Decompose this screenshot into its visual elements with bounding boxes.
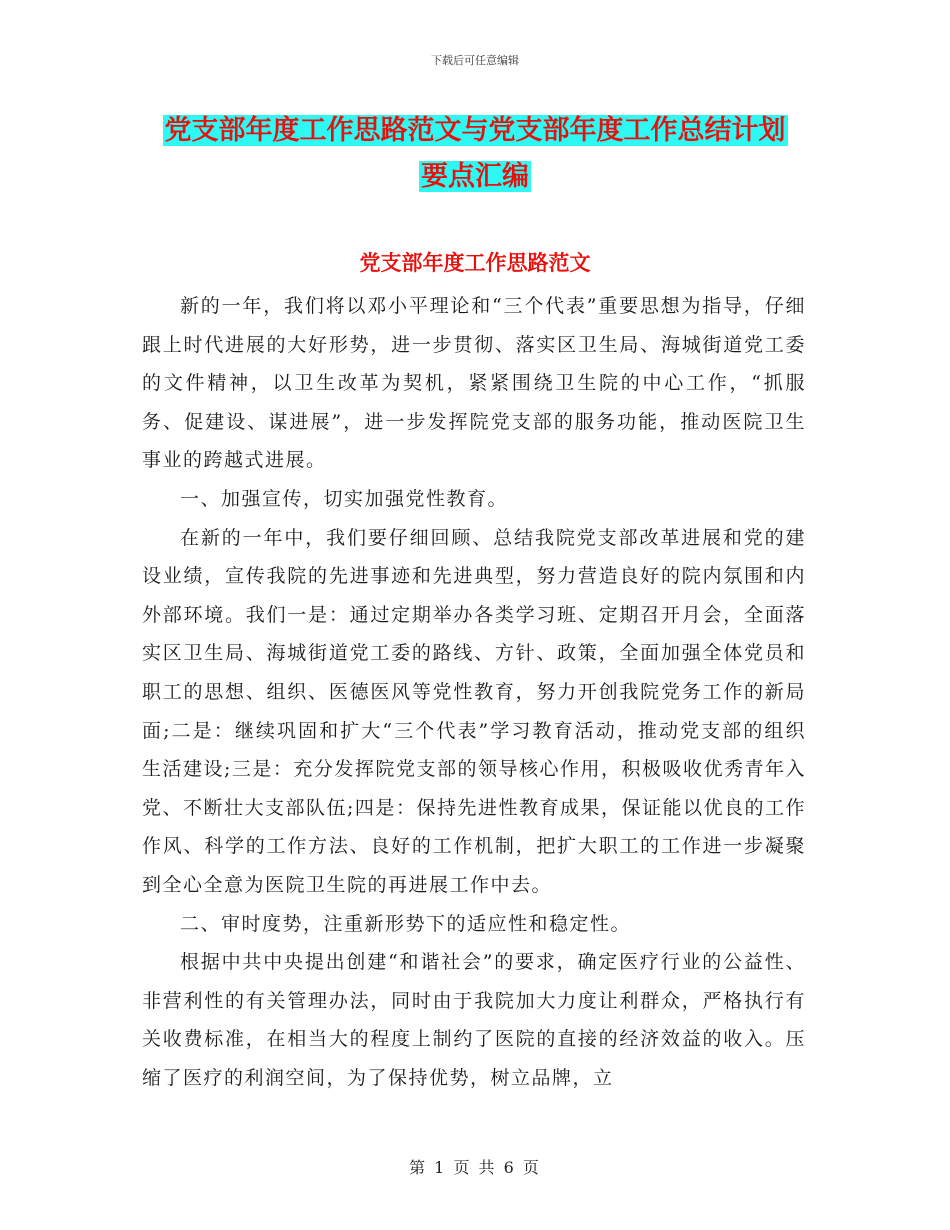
document-title-line-2: 要点汇编 [421, 161, 529, 192]
document-body [142, 287, 806, 1097]
document-title-line-1: 党支部年度工作思路范文与党支部年度工作总结计划 [164, 115, 786, 146]
body-paragraph: 新的一年，我们将以邓小平理论和“三个代表”重要思想为指导，仔细跟上时代进展的大好形势，进一步贯彻、落实区卫生局、海城街道党工委的文件精神，以卫生改革为契机，紧紧围绕卫生院的中心工作，“抓服务、促建设、谋进展”，进一步发挥院党支部的服务功能，推动医院卫生事业的跨越式进展。 [142, 295, 806, 472]
body-paragraph: 根据中共中央提出创建“和谐社会”的要求，确定医疗行业的公益性、非营利性的有关管理办法，同时由于我院加大力度让利群众，严格执行有关收费标准，在相当大的程度上制约了医院的直接的经济效益的收入。压缩了医疗的利润空间，为了保持优势，树立品牌，立 [142, 951, 806, 1089]
section-title: 党支部年度工作思路范文 [359, 251, 591, 275]
document-title [140, 108, 810, 200]
body-heading: 一、加强宣传，切实加强党性教育。 [180, 487, 509, 510]
page-footer: 第 1 页 共 6 页 [409, 1158, 541, 1177]
body-heading: 二、审时度势，注重新形势下的适应性和稳定性。 [180, 912, 632, 935]
body-paragraph: 在新的一年中，我们要仔细回顾、总结我院党支部改革进展和党的建设业绩，宣传我院的先进事迹和先进典型，努力营造良好的院内氛围和内外部环境。我们一是：通过定期举办各类学习班、定期召开月会，全面落实区卫生局、海城街道党工委的路线、方针、政策，全面加强全体党员和职工的思想、组织、医德医风等党性教育，努力开创我院党务工作的新局面;二是：继续巩固和扩大“三个代表”学习教育活动，推动党支部的组织生活建设;三是：充分发挥院党支部的领导核心作用，积极吸收优秀青年入党、不断壮大支部队伍;四是：保持先进性教育成果，保证能以优良的工作作风、科学的工作方法、良好的工作机制，把扩大职工的工作进一步凝聚到全心全意为医院卫生院的再进展工作中去。 [142, 526, 806, 896]
page-header-note: 下载后可任意编辑 [431, 54, 519, 67]
